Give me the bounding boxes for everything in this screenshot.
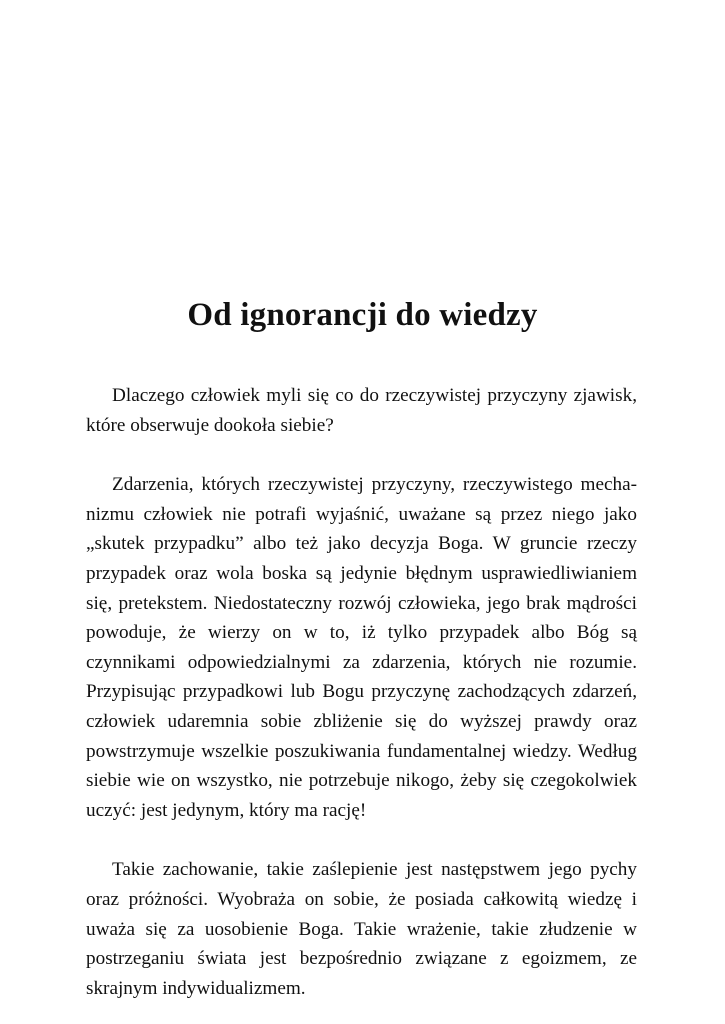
paragraph-2: Zdarzenia, których rzeczywistej przyczyny, rzeczywistego mechanizmu człowiek nie potrafi wyjaśnić, uważane są przez niego jako „skutek przypadku” albo też jako decyzja Boga. W gruncie rzeczy przypadek oraz wola boska są jedynie błędnym usprawiedliwianiem się, pretekstem. Niedostateczny rozwój człowieka, jego brak mądrości powoduje, że wierzy on w to, iż tylko przypadek albo Bóg są czynnikami odpowiedzialnymi za zdarzenia, których nie rozumie. Przypisując przypadkowi lub Bogu przyczynę zachodzących zdarzeń, człowiek udaremnia sobie zbliżenie się do wyższej prawdy oraz powstrzymuje wszelkie poszukiwania fundamentalnej wiedzy. Według siebie wie on wszystko, nie potrzebuje nikogo, żeby się czegokolwiek uczyć: jest jedynym, który ma rację! — [86, 474, 637, 821]
body-text — [86, 381, 637, 1003]
paragraph-3: Takie zachowanie, takie zaślepienie jest następstwem jego pychy oraz próżności. Wyobraża on sobie, że posiada całkowitą wiedzę i uważa się za uosobienie Boga. Takie wrażenie, takie złudzenie w postrzeganiu świata jest bezpośrednio związane z egoizmem, ze skrajnym indywidualizmem. — [86, 859, 637, 999]
paragraph-1: Dlaczego człowiek myli się co do rzeczywistej przyczyny zjawisk, które obserwuje dookoła siebie? — [86, 385, 637, 436]
chapter-title: Od ignorancji do wiedzy — [187, 297, 538, 333]
